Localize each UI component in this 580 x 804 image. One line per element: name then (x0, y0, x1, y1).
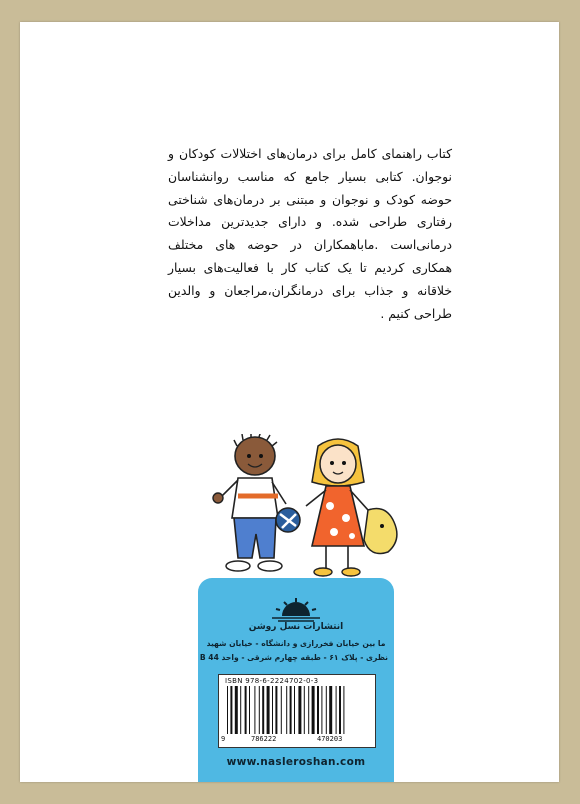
barcode-bar (286, 686, 287, 734)
barcode-bar (259, 686, 260, 734)
barcode-bar (321, 686, 322, 734)
publisher-website: www.nasleroshan.com (226, 756, 366, 768)
barcode-image (227, 686, 367, 734)
barcode-bar (336, 686, 337, 734)
barcode-bar (312, 686, 315, 734)
barcode-bar (290, 686, 292, 734)
boy-figure (213, 434, 300, 571)
barcode-bar (275, 686, 277, 734)
barcode-bar (249, 686, 250, 734)
back-cover-page (20, 22, 559, 782)
barcode-bar (326, 686, 327, 734)
publisher-panel (198, 578, 394, 782)
publisher-name: انتشارات نسل روشن (248, 622, 344, 632)
barcode-bar (245, 686, 247, 734)
barcode-bar (304, 686, 305, 734)
barcode-bar (281, 686, 282, 734)
barcode-bar (317, 686, 319, 734)
barcode-bar (272, 686, 273, 734)
barcode-first-digit: 9 (221, 735, 226, 743)
barcode-bar (227, 686, 228, 734)
sunrise-logo-icon (270, 596, 322, 622)
barcode-right-digits: 470203 (317, 735, 343, 743)
children-illustration (210, 434, 410, 584)
barcode-bar (298, 686, 301, 734)
girl-figure (306, 439, 397, 576)
barcode-bar (267, 686, 270, 734)
publisher-address-line-2: نظری - پلاک ۶۱ - طبقه چهارم شرقی - واحد 44 B (199, 653, 388, 662)
barcode-left-digits: 786222 (251, 735, 277, 743)
barcode-bar (308, 686, 309, 734)
barcode-bar (339, 686, 341, 734)
barcode-box (218, 674, 376, 748)
barcode-bar (329, 686, 332, 734)
barcode-bar (254, 686, 255, 734)
isbn-label: ISBN 978-6-2224702-0-3 (225, 677, 319, 685)
barcode-bar (240, 686, 241, 734)
publisher-address-line-1: ما بین خیابان فخررازی و دانشگاه - خیابان شهید (206, 639, 386, 648)
barcode-bar (343, 686, 344, 734)
barcode-bar (294, 686, 295, 734)
barcode-bar (230, 686, 232, 734)
barcode-bar (235, 686, 238, 734)
barcode-bar (262, 686, 264, 734)
book-description: کتاب راهنمای کامل برای درمان‌های اختلالات کودکان و نوجوان. کتابی بسیار جامع که مناسب روانشناسان حوضه کودک و نوجوان و مبتنی بر درمان‌های شناختی رفتاری طراحی شده. و دارای جدیدترین مداخلات درمانی‌است .ماباهمکاران در حوضه های مختلف همکاری کردیم تا یک کتاب کار با فعالیت‌های بسیار خلاقانه و جذاب برای درمانگران،مراجعان و والدین طراحی کنیم . (168, 146, 452, 321)
